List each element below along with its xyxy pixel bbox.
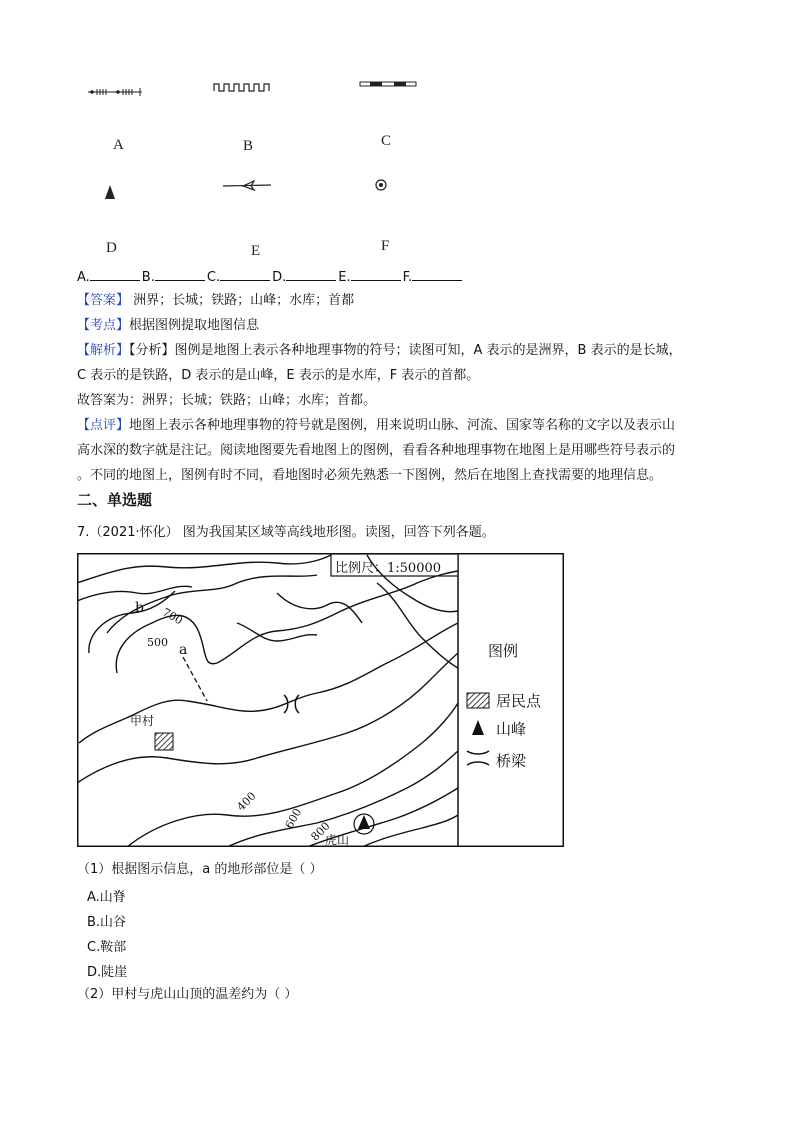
q1-stem: （1）根据图示信息，a 的地形部位是（ ）	[77, 862, 323, 877]
q1-option-c[interactable]: C.鞍部	[87, 940, 127, 955]
contour-label-500: 500	[147, 636, 168, 649]
blank-e-label: E.	[338, 270, 351, 285]
contour-label-400: 400	[234, 789, 259, 814]
final-answer: 故答案为：洲界；长城；铁路；山峰；水库；首都。	[77, 393, 377, 408]
section-title: 二、单选题	[77, 491, 153, 509]
blank-d	[286, 268, 336, 281]
answer-text: 洲界；长城；铁路；山峰；水库；首都	[129, 293, 355, 308]
legend-bridge-label: 桥梁	[496, 752, 527, 770]
blank-f	[412, 268, 462, 281]
blank-c	[220, 268, 270, 281]
answer-blanks	[77, 268, 464, 287]
q1-option-a[interactable]: A.山脊	[87, 890, 126, 905]
blank-b-label: B.	[141, 270, 155, 285]
legend-peak-label: 山峰	[496, 720, 527, 738]
q2-stem: （2）甲村与虎山山顶的温差约为（ ）	[77, 987, 298, 1002]
blank-f-label: F.	[402, 270, 413, 285]
fenxi-tag: 【分析】	[129, 343, 175, 358]
dianping-line-1	[77, 417, 675, 435]
contour-label-600: 600	[282, 806, 305, 831]
dianping-line-2: 高水深的数字就是注记。阅读地图要先看地图上的图例，看看各种地理事物在地图上是用哪些符号表示的	[77, 443, 676, 458]
blank-a	[90, 268, 140, 281]
map-label-mountain: 虎山	[325, 833, 350, 847]
q1-option-b[interactable]: B.山谷	[87, 915, 127, 930]
symbol-label-e: E	[251, 243, 261, 259]
answer-line	[77, 292, 354, 310]
symbol-label-f: F	[381, 238, 390, 254]
blank-a-label: A.	[77, 270, 90, 285]
map-scale: 比例尺：1:50000	[335, 561, 442, 576]
blank-e	[351, 268, 401, 281]
map-label-village: 甲村	[130, 714, 155, 728]
dianping-text-1: 地图上表示各种地理事物的符号就是图例，用来说明山脉、河流、国家等名称的文字以及表示山	[129, 418, 676, 433]
symbol-reservoir	[221, 180, 273, 192]
kaodian-tag: 【考点】	[77, 318, 130, 333]
map-label-b: b	[135, 600, 144, 616]
jiexi-line-2: C 表示的是铁路，D 表示的是山峰，E 表示的是水库，F 表示的首都。	[77, 368, 480, 383]
dianping-line-3: 。不同的地图上，图例有时不同，看地图时必须先熟悉一下图例，然后在地图上查找需要的地理信息。	[77, 468, 663, 483]
legend-title: 图例	[488, 642, 519, 660]
symbol-label-d: D	[106, 240, 117, 256]
contour-label-800: 800	[308, 819, 333, 844]
blank-c-label: C.	[206, 270, 221, 285]
legend-village-label: 居民点	[496, 692, 542, 710]
symbol-peak-icon	[104, 184, 116, 200]
symbol-label-a: A	[113, 137, 124, 153]
contour-map	[77, 553, 564, 847]
kaodian-line	[77, 317, 259, 335]
symbol-great-wall	[212, 80, 272, 94]
jiexi-text: 图例是地图上表示各种地理事物的符号；读图可知，A 表示的是洲界，B 表示的是长城，	[174, 343, 682, 358]
dianping-tag: 【点评】	[77, 418, 130, 433]
question-7: 7.（2021·怀化） 图为我国某区域等高线地形图。读图，回答下列各题。	[77, 525, 495, 540]
symbol-label-b: B	[243, 138, 254, 154]
kaodian-text: 根据图例提取地图信息	[129, 318, 260, 333]
blank-b	[155, 268, 205, 281]
symbol-railway	[358, 79, 418, 91]
answer-tag: 【答案】	[77, 293, 130, 308]
symbol-label-c: C	[381, 133, 392, 149]
map-label-a: a	[179, 642, 188, 658]
contour-label-700: 700	[160, 605, 185, 628]
symbol-capital-icon	[374, 178, 388, 192]
symbol-boundary	[86, 84, 144, 100]
jiexi-line-1	[77, 342, 682, 360]
blank-d-label: D.	[272, 270, 287, 285]
q1-option-d[interactable]: D.陡崖	[87, 965, 128, 980]
jiexi-tag: 【解析】	[77, 343, 130, 358]
